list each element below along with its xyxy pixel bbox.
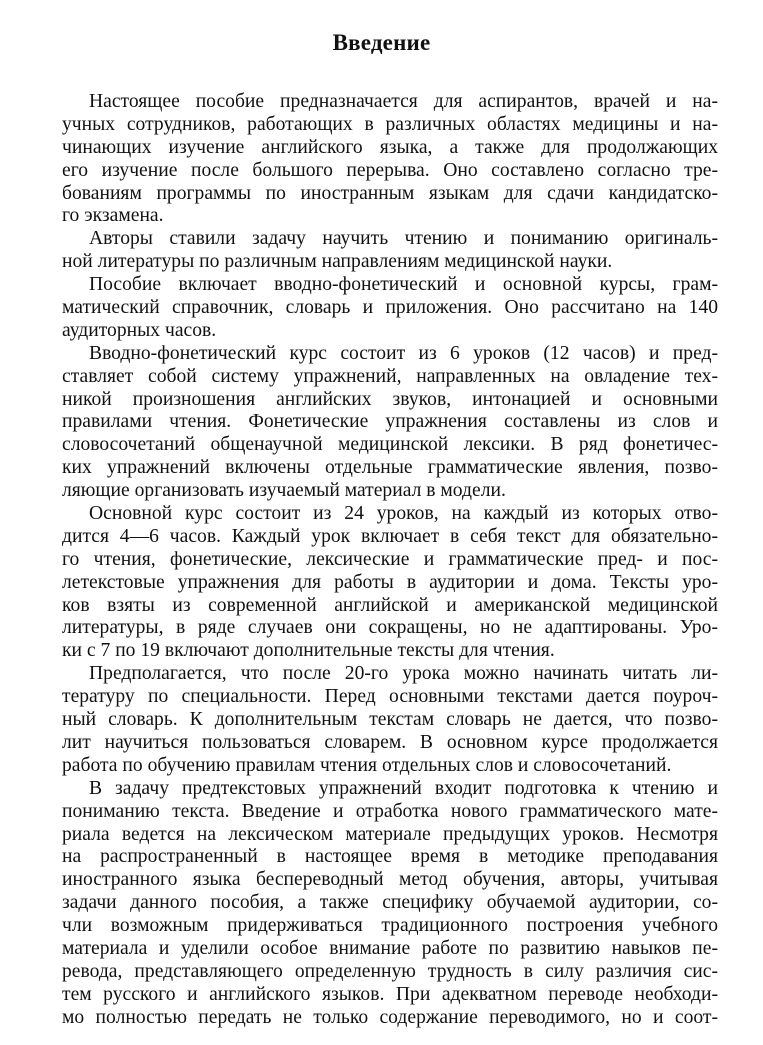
text-line: чли возможным придерживаться традиционного построения учебного [62,915,718,937]
text-line: дится 4—6 часов. Каждый урок включает в себя текст для обязательно- [62,525,718,547]
text-line: го экзамена. [62,205,164,227]
text-line: тературу по специальности. Перед основными текстами дается поуроч- [62,686,718,708]
text-line: его изучение после большого перерыва. Оно составлено согласно тре- [62,159,718,181]
text-line: иностранного языка беспереводный метод обучения, авторы, учитывая [62,869,718,891]
text-line: Авторы ставили задачу научить чтению и пониманию оригиналь- [89,228,718,250]
text-line: ков взяты из современной английской и американской медицинской [62,594,718,616]
text-line: материала и уделили особое внимание работе по развитию навыков пе- [62,937,718,959]
text-line: матический справочник, словарь и приложения. Оно рассчитано на 140 [62,297,718,319]
text-line: В задачу предтекстовых упражнений входит подготовка к чтению и [89,777,718,799]
paragraph [62,503,718,663]
paragraph [62,91,718,228]
text-line: ляющие организовать изучаемый материал в модели. [62,480,506,502]
text-line: никой произношения английских звуков, интонацией и основными [62,388,718,410]
text-line: бованиям программы по иностранным языкам для сдачи кандидатско- [62,182,718,204]
text-line: аудиторных часов. [62,319,217,341]
text-line: пониманию текста. Введение и отработка нового грамматического мате- [62,800,718,822]
text-line: лит научиться пользоваться словарем. В основном курсе продолжается [62,731,718,753]
text-line: Основной курс состоит из 24 уроков, на каждый из которых отво- [89,503,718,525]
text-line: Настоящее пособие предназначается для аспирантов, врачей и на- [89,91,718,112]
text-line: словосочетаний общенаучной медицинской лексики. В ряд фонетичес- [62,434,718,456]
paragraph [62,343,718,503]
text-line: работа по обучению правилам чтения отдельных слов и словосочетаний. [62,754,672,776]
text-line: на распространенный в настоящее время в методике преподавания [62,846,718,868]
text-line: ревода, представляющего определенную трудность в силу различия сис- [62,960,718,982]
paragraph [62,274,718,343]
text-line: ки с 7 по 19 включают дополнительные тексты для чтения. [62,640,555,662]
text-line: мо полностью передать не только содержание переводимого, но и соот- [62,1006,718,1028]
text-line: ной литературы по различным направлениям медицинской науки. [62,251,613,273]
text-line: литературы, в ряде случаев они сокращены, но не адаптированы. Уро- [62,617,718,639]
text-line: Предполагается, что после 20-го урока можно начинать читать ли- [89,663,718,685]
paragraph [62,778,718,1030]
text-line: задачи данного пособия, а также специфику обучаемой аудитории, со- [62,892,718,914]
paragraph [62,663,718,777]
text-line: учных сотрудников, работающих в различных областях медицины и на- [62,113,718,135]
text-line: го чтения, фонетические, лексические и грамматические пред- и пос- [62,548,718,570]
text-line: ставляет собой систему упражнений, направленных на овладение тех- [62,365,718,387]
body-text [62,91,718,1030]
text-line: ный словарь. К дополнительным текстам словарь не дается, что позво- [62,709,718,731]
text-line: риала ведется на лексическом материале предыдущих уроков. Несмотря [62,823,718,845]
text-line: Пособие включает вводно-фонетический и основной курсы, грам- [89,274,718,296]
text-line: Вводно-фонетический курс состоит из 6 уроков (12 часов) и пред- [89,342,718,364]
text-line: летекстовые упражнения для работы в аудитории и дома. Тексты уро- [62,571,718,593]
text-line: чинающих изучение английского языка, а также для продолжающих [62,136,718,158]
text-line: ких упражнений включены отдельные грамматические явления, позво- [62,457,718,479]
page-title: Введение [332,30,431,55]
text-line: тем русского и английского языков. При адекватном переводе необходи- [62,983,718,1005]
text-line: правилами чтения. Фонетические упражнения составлены из слов и [62,411,718,433]
paragraph [62,228,718,274]
